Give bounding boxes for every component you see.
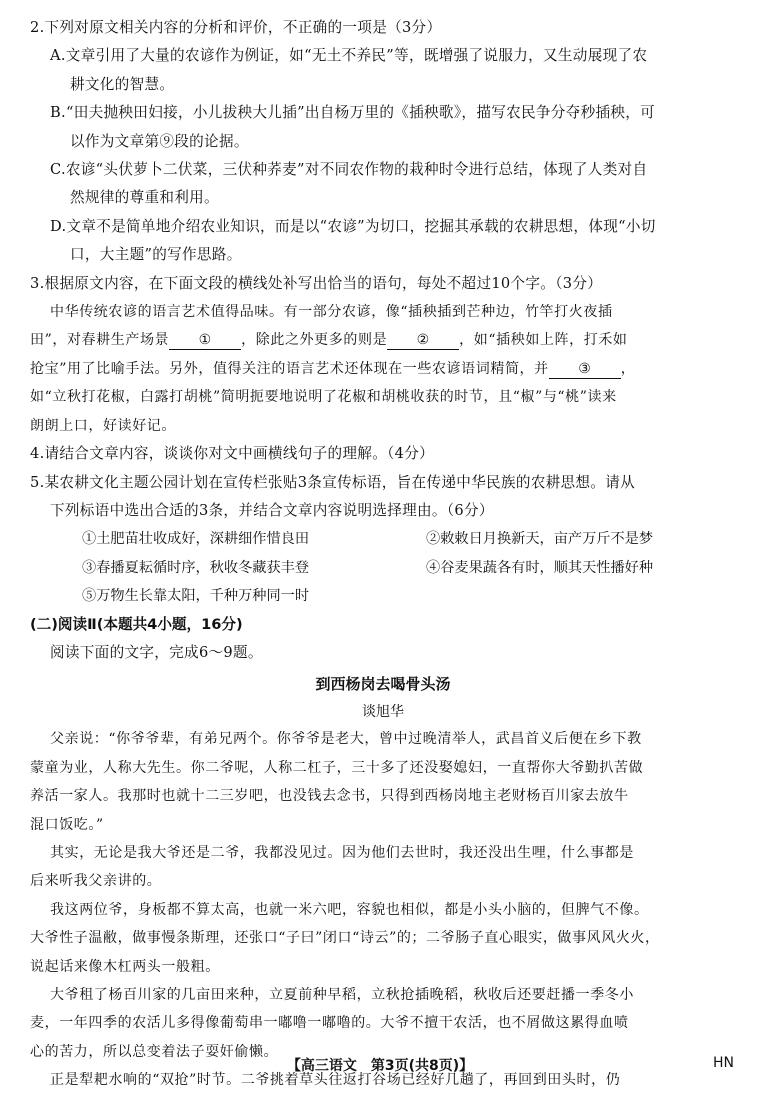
question-5: [30, 469, 736, 611]
fill-blank-2: ②: [387, 331, 459, 350]
passage-line-4: 如“立秋打花椒，白露打胡桃”简明扼要地说明了花椒和胡桃收获的时节，且“椒”与“桃”读来: [30, 389, 617, 406]
passage-text: 抢宝”用了比喻手法。另外，值得关注的语言艺术还体现在一些农谚语词精简，并: [30, 360, 549, 377]
option-b-line-2: 以作为文章第⑨段的论据。: [70, 132, 249, 150]
slogan-row-2: [30, 554, 736, 582]
article-body: [30, 725, 736, 1094]
slogan-option-3: ③春播夏耘循时序，秋收冬藏获丰登: [82, 559, 310, 576]
option-d-line-1: D.文章不是简单地介绍农业知识，而是以“农谚”为切口，挖掘其承载的农耕思想，体现“小切: [50, 217, 656, 235]
option-c-line-2: 然规律的尊重和利用。: [70, 189, 219, 207]
question-5-stem-line-1: 5.某农耕文化主题公园计划在宣传栏张贴3条宣传标语，旨在传递中华民族的农耕思想。请从: [30, 473, 635, 491]
article-author: 谈旭华: [362, 704, 404, 721]
passage-line-1: 中华传统农谚的语言艺术值得品味。有一部分农谚，像“插秧插到芒种边，竹竿打火夜插: [50, 304, 613, 321]
paragraph-line: 后来听我父亲讲的。: [30, 873, 162, 890]
paragraph-line: 正是犁耙水响的“双抢”时节。二爷挑着草头往返打谷场已经好几趟了，再回到田头时，仍: [50, 1072, 621, 1089]
passage-text: 田”，对春耕生产场景: [30, 332, 170, 349]
section-heading: (二)阅读Ⅱ(本题共4小题，16分): [30, 615, 243, 633]
question-4-stem: 4.请结合文章内容，谈谈你对文中画横线句子的理解。（4分）: [30, 445, 435, 463]
question-2: [30, 14, 736, 270]
paragraph-line: 说起话来像木杠两头一般粗。: [30, 958, 220, 975]
footer-region-code: HN: [713, 1055, 734, 1071]
footer-page-label: 【高三语文 第3页(共8页)】: [286, 1058, 474, 1074]
slogan-row-1: [30, 525, 736, 553]
paragraph-line: 我这两位爷，身板都不算太高，也就一米六吧，容貌也相似，都是小头小脑的，但脾气不像。: [50, 901, 649, 918]
paragraph-line: 其实，无论是我大爷还是二爷，我都没见过。因为他们去世时，我还没出生哩，什么事都是: [50, 844, 634, 861]
paragraph-line: 养活一家人。我那时也就十二三岁吧，也没钱去念书，只得到西杨岗地主老财杨百川家去放牛: [30, 788, 629, 805]
paragraph-line: 心的苦力，所以总变着法子耍奸偷懒。: [30, 1043, 279, 1060]
slogan-row-3: [30, 582, 736, 610]
paragraph-line: 大爷租了杨百川家的几亩田来种，立夏前种早稻，立秋抢插晚稻，秋收后还要赶播一季冬小: [50, 987, 634, 1003]
article-title: 到西杨岗去喝骨头汤: [315, 675, 451, 694]
passage-text: ，除此之外更多的则是: [241, 332, 388, 349]
option-a-line-1: A.文章引用了大量的农谚作为例证，如“无土不养民”等，既增强了说服力，又生动展现了农: [50, 47, 648, 65]
question-3-stem: 3.根据原文内容，在下面文段的横线处补写出恰当的语句，每处不超过10个字。（3分）: [30, 274, 603, 292]
passage-text: ，如“插秧如上阵，打禾如: [459, 332, 628, 349]
paragraph-line: 蒙童为业，人称大先生。你二爷呢，人称二杠子，三十多了还没娶媳妇，一直帮你大爷勤扒苦做: [30, 759, 644, 776]
paragraph-line: 父亲说：“你爷爷辈，有弟兄两个。你爷爷是老大，曾中过晚清举人，武昌首义后便在乡下教: [50, 731, 642, 748]
paragraph-line: 大爷性子温敝，做事慢条斯理，还张口“子曰”闭口“诗云”的；二爷肠子直心眼实，做事风风火火，: [30, 930, 660, 947]
slogan-option-4: ④谷麦果蔬各有时，顺其天性播好种: [426, 559, 654, 576]
passage-line-5: 朗朗上口，好读好记。: [30, 417, 176, 434]
passage-line-2: [30, 326, 736, 354]
question-5-stem-line-2: 下列标语中选出合适的3条，并结合文章内容说明选择理由。（6分）: [50, 501, 494, 519]
fill-blank-1: ①: [169, 331, 241, 350]
option-a-line-2: 耕文化的智慧。: [70, 75, 175, 93]
passage-line-3: [30, 355, 736, 383]
page-footer: [0, 1055, 760, 1077]
paragraph-line: 混口饭吃。”: [30, 816, 104, 833]
paragraph-line: 麦，一年四季的农活儿多得像葡萄串一嘟噜一嘟噜的。大爷不擅干农活，也不屑做这累得血喷: [30, 1015, 629, 1032]
option-c-line-1: C.农谚“头伏萝卜二伏菜，三伏种荞麦”对不同农作物的栽种时令进行总结，体现了人类对自: [50, 161, 648, 179]
passage-text: ，: [620, 360, 636, 377]
question-2-stem: 2.下列对原文相关内容的分析和评价，不正确的一项是（3分）: [30, 19, 442, 36]
slogan-option-1: ①土肥苗壮收成好，深耕细作惜良田: [82, 531, 310, 548]
option-d-line-2: 口，大主题”的写作思路。: [70, 246, 242, 264]
question-3: [30, 270, 736, 440]
fill-blank-3: ③: [549, 360, 621, 379]
section-instruction: 阅读下面的文字，完成6～9题。: [50, 643, 263, 661]
option-b-line-1: B.“田夫抛秧田妇接，小儿拔秧大儿插”出自杨万里的《插秧歌》，描写农民争分夺秒插秧，可: [50, 104, 656, 122]
slogan-option-5: ⑤万物生长靠太阳，千种万种同一时: [82, 588, 310, 605]
slogan-option-2: ②敕敕日月换新天，亩产万斤不是梦: [426, 531, 654, 548]
